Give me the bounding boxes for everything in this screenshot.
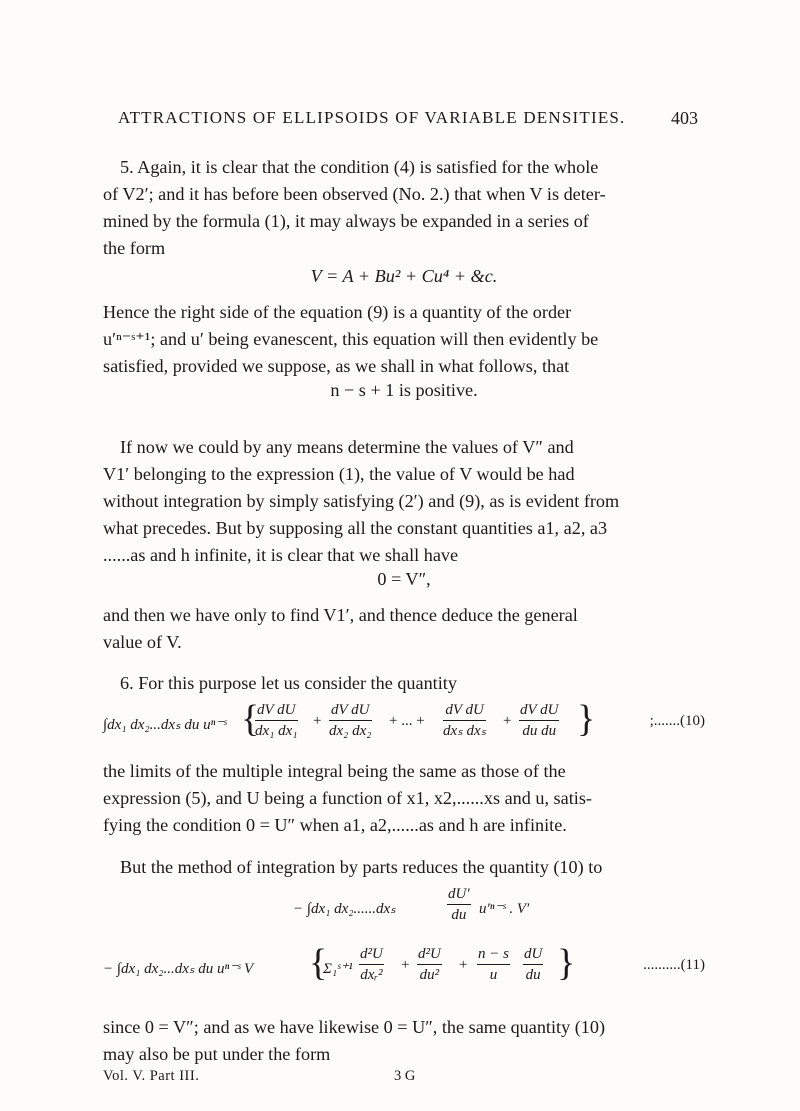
positive-condition: n − s + 1 is positive.	[330, 380, 478, 400]
page-number: 403	[671, 108, 698, 128]
text-line: the form	[103, 238, 166, 258]
eq10-term-4: $\frac{\text{dV dU}}{\text{du du}}$	[520, 702, 559, 739]
parts-fraction: $\frac{dU'}{du}$	[448, 886, 470, 923]
eq11-lhs: − ∫dx₁ dx₂...dxₛ du uⁿ⁻ˢ V	[103, 961, 254, 977]
eq11-term-3: $\frac{n - s}{u}$	[478, 946, 509, 983]
eq11-term-4: $\frac{dU}{du}$	[524, 946, 543, 983]
text-line: the limits of the multiple integral being the same as those of the	[103, 761, 566, 781]
footer	[103, 1068, 705, 1090]
right-brace: }	[557, 942, 576, 984]
equation-10	[103, 700, 705, 750]
text-line: since 0 = V″; and as we have likewise 0 = U″, the same quantity (10)	[103, 1017, 606, 1037]
paragraph-limits	[103, 758, 705, 839]
left-brace: {	[241, 698, 260, 740]
text-line: without integration by simply satisfying (2′) and (9), as is evident from	[103, 491, 620, 511]
plus-sign: +	[459, 957, 468, 973]
text-line: If now we could by any means determine the values of V″ and	[120, 437, 574, 457]
signature-mark: 3 G	[394, 1068, 416, 1084]
volume-label: Vol. V. Part III.	[103, 1068, 200, 1084]
text-line: 5. Again, it is clear that the condition (4) is satisfied for the whole	[120, 157, 599, 177]
zero-equation: 0 = V″,	[377, 569, 431, 589]
eq10-term-3: dV dU dxₛ dxₛ	[443, 702, 487, 739]
right-brace: }	[577, 698, 596, 740]
eq10-term-2: $\frac{\text{dV dU}}{\text{dx₂ dx₂}}$	[329, 702, 372, 739]
series-equation: V = A + Bu² + Cu⁴ + &c.	[310, 266, 498, 286]
text-line: u′ⁿ⁻ˢ⁺¹; and u′ being evanescent, this equation will then evidently be	[103, 329, 599, 349]
text-line: value of V.	[103, 632, 182, 652]
paragraph-method: But the method of integration by parts reduces the quantity (10) to	[120, 857, 603, 877]
paragraph-if	[103, 434, 705, 569]
parts-equation	[103, 884, 705, 934]
text-line: Hence the right side of the equation (9) is a quantity of the order	[103, 302, 572, 322]
parts-prefix: − ∫dx₁ dx₂......dxₛ	[293, 901, 396, 917]
equation-number-10: ;.......(10)	[649, 713, 705, 729]
text-line: expression (5), and U being a function of x1, x2,......xs and u, satis-	[103, 788, 592, 808]
paragraph-then	[103, 602, 705, 656]
eq11-term-1: d²U dxᵣ²	[360, 946, 383, 983]
paragraph-5b	[103, 299, 705, 380]
ellipsis-sum: + ... +	[389, 713, 425, 729]
text-line: mined by the formula (1), it may always be expanded in a series of	[103, 211, 589, 231]
eq10-term-1: $\frac{\text{dV dU}}{\text{dx₁ dx₁}}$	[255, 702, 298, 739]
paragraph-since	[103, 1014, 705, 1068]
parts-suffix: u′ⁿ⁻ˢ . V′	[479, 901, 530, 917]
text-line: V1′ belonging to the expression (1), the value of V would be had	[103, 464, 575, 484]
text-line: of V2′; and it has before been observed (No. 2.) that when V is deter-	[103, 184, 606, 204]
plus-sign: +	[401, 957, 410, 973]
text-line: what precedes. But by supposing all the constant quantities a1, a2, a3	[103, 518, 608, 538]
text-line: and then we have only to find V1′, and thence deduce the general	[103, 605, 578, 625]
equation-number-11: ..........(11)	[643, 957, 705, 973]
sigma-sum: Σ₁ˢ⁺¹	[323, 961, 353, 977]
eq11-term-2: $\frac{\text{d²U}}{\text{du²}}$	[418, 946, 441, 983]
running-head: ATTRACTIONS OF ELLIPSOIDS OF VARIABLE DENSITIES.	[118, 108, 626, 127]
paragraph-5	[103, 154, 705, 262]
equation-11	[103, 944, 705, 994]
text-line: ......as and h infinite, it is clear that we shall have	[103, 545, 459, 565]
text-line: satisfied, provided we suppose, as we shall in what follows, that	[103, 356, 570, 376]
header	[0, 108, 800, 132]
text-line: fying the condition 0 = U″ when a1, a2,......as and h are infinite.	[103, 815, 567, 835]
eq10-lhs: ∫dx₁ dx₂...dxₛ du uⁿ⁻ˢ	[103, 717, 227, 733]
paragraph-6: 6. For this purpose let us consider the quantity	[120, 673, 457, 693]
plus-sign: +	[313, 713, 322, 729]
text-line: may also be put under the form	[103, 1044, 331, 1064]
plus-sign: +	[503, 713, 512, 729]
left-brace: {	[309, 942, 328, 984]
